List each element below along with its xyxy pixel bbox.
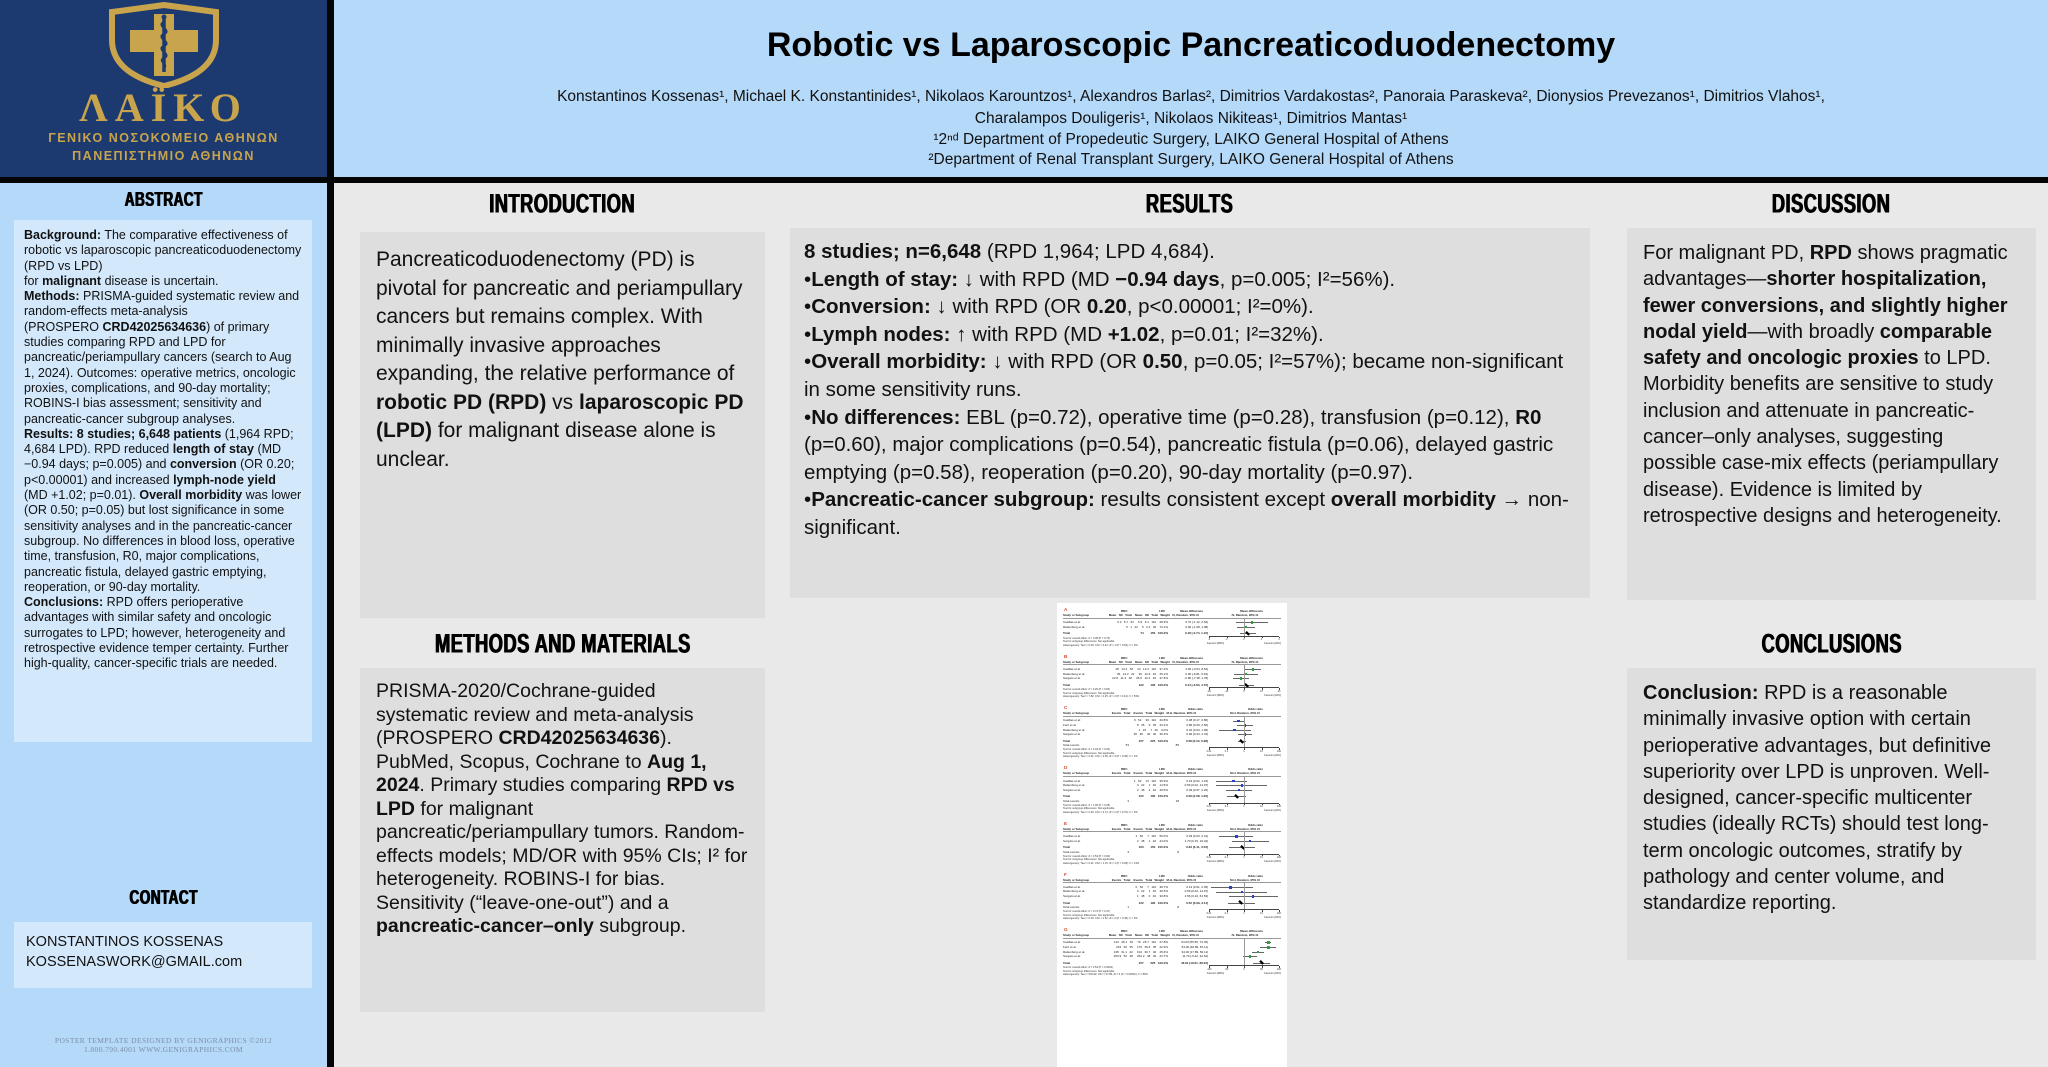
hospital-logo <box>0 0 327 177</box>
introduction-body: Pancreaticoduodenectomy (PD) is pivotal for pancreatic and periampullary cancers but remains complex. With minimally invasive approaches expanding, the relative performance of robotic PD (RPD) vs laparoscopic PD (LPD) for malignant disease alone is unclear. <box>376 248 744 471</box>
forest-row: Total 100 150 100.0% 0.63 [0.11, 3.52] <box>1063 845 1281 850</box>
forest-row: Total 122 190 100.0% 0.52 [0.09, 3.11] <box>1063 901 1281 906</box>
results-box <box>790 228 1590 598</box>
vertical-divider <box>327 0 334 1067</box>
forest-row: Sorgato et al. 22.8 11.3 48 25.6 10.4 40 37.6% -2.80 [-7.38, 1.78] <box>1063 676 1281 681</box>
forest-row: Sorgato et al. 2 48 1 40 44.0% 1.70 [0.15, 19.42] <box>1063 839 1281 844</box>
forest-row: Casillas et al. 1 52 13 110 35.9% 0.19 [0.02, 1.15] <box>1063 779 1281 784</box>
forest-row: Rattenborg et al. 5 1 22 5 2.2 40 74.1% 0.00 [-1.08, 1.08] <box>1063 625 1281 630</box>
forest-row: Total 157 225 100.0% 0.58 [0.34, 0.98] <box>1063 739 1281 744</box>
authors-line-2: Charalampos Douligeris¹, Nikolaos Nikiteas¹, Dimitrios Mantas¹ <box>974 110 1408 127</box>
forest-panel-E: E RRC LRC Odds ratio Odds ratio Study or Subgroup Events Total Events Total Weight M-H, Random, 95% CI M-H, Random, 95% CI Casillas et al. 1 52 7 110 56.0% 0.29 [0.03, 2.41] Sorgato et al. 2 48 1 40 44.0% 1.70 [0.15, 19.42] Total 100 150 100.0% 0.63 [0.11, 3.52] Total events: 3 8 Test for overall effect: Z = 0.53 (P = 0.60) Test for subgroup differences: Not applicable Heterogeneity: Tau² = 0.21; Chi² = 1.15, df = 1 (P = 0.28); I² = 13% 0.01 0.1 1 10 100 Favours [RRC] Favours [LRC] <box>1063 820 1282 865</box>
abstract-body: Background: The comparative effectiveness of robotic vs laparoscopic pancreaticoduodenectomy (RPD vs LPD) for malignant disease is uncertain. Methods: PRISMA-guided systematic review and random-effects meta-analysis (PROSPERO CRD42025634636) of primary studies comparing RPD and LPD for pancreatic/periampullary cancers (search to Aug 1, 2024). Outcomes: operative metrics, oncologic proxies, complications, and 90-day mortality; ROBINS-I bias assessment; sensitivity and pancreatic-cancer subgroup analyses. Results: 8 studies; 6,648 patients (1,964 RPD; 4,684 LPD). RPD reduced length of stay (MD −0.94 days; p=0.005) and conversion (OR 0.20; p<0.00001) and increased lymph-node yield (MD +1.02; p=0.01). Overall morbidity was lower (OR 0.50; p=0.05) but lost significance in some sensitivity analyses and in the pancreatic-cancer subgroup. No differences in blood loss, operative time, transfusion, R0, major complications, pancreatic fistula, delayed gastric emptying, reoperation, or 90-day mortality. Conclusions: RPD offers perioperative advantages with similar safety and oncologic surrogates to LPD; however, heterogeneity and retrospective evidence temper certainty. Further high-quality, cancer-specific trials are needed. <box>24 228 302 671</box>
left-sidebar <box>0 0 327 1067</box>
discussion-box <box>1627 228 2036 600</box>
discussion-body: For malignant PD, RPD shows pragmatic advantages—shorter hospitalization, fewer conversions, and slightly higher nodal yield—with broadly comparable safety and oncologic proxies to LPD. Morbidity benefits are sensitive to study inclusion and attenuate in pancreatic-cancer–only analyses, suggesting possible case-mix effects (periampullary disease). Evidence is limited by retrospective designs and heterogeneity. <box>1643 242 2008 527</box>
forest-panel-C: C RRC LRC Odds ratio Odds ratio Study or Subgroup Events Total Events Total Weight M-H, Random, 95% CI M-H, Random, 95% CI Casillas et al. 9 52 39 110 40.8% 0.38 [0.17, 0.86] Ferri et al. 8 35 9 35 23.1% 0.86 [0.29, 2.56] Rattenborg et al. 1 22 7 40 6.0% 0.22 [0.03, 1.96] Sorgato et al. 35 48 30 40 30.3% 0.90 [0.34, 2.34] Total 157 225 100.0% 0.58 [0.34, 0.98] Total events: 53 85 Test for overall effect: Z = 2.04 (P = 0.04) Test for subgroup differences: Not applicable Heterogeneity: Tau² = 0.01; Chi² = 3.05, df = 3 (P = 0.38); I² = 2% 0.01 0.1 1 10 100 Favours [RRC] Favours [LRC] <box>1063 705 1282 759</box>
results-body: 8 studies; n=6,648 (RPD 1,964; LPD 4,684). •Length of stay: ↓ with RPD (MD −0.94 days, p=0.005; I²=56%). •Conversion: ↓ with RPD (OR 0.20, p<0.00001; I²=0%). •Lymph nodes: ↑ with RPD (MD +1.02, p=0.01; I²=32%). •Overall morbidity: ↓ with RPD (OR 0.50, p=0.05; I²=57%); became non-significant in some sensitivity runs. •No differences: EBL (p=0.72), operative time (p=0.28), transfusion (p=0.12), R0 (p=0.60), major complications (p=0.54), pancreatic fistula (p=0.06), delayed gastric emptying (p=0.58), reoperation (p=0.20), 90-day mortality (p=0.97). •Pancreatic-cancer subgroup: results consistent except overall morbidity → non-significant. <box>804 240 1569 539</box>
forest-row: Casillas et al. 0 52 7 110 38.7% 0.13 [0.01, 2.35] <box>1063 885 1281 890</box>
forest-row: Total 122 190 100.0% 0.29 [0.08, 1.00] <box>1063 794 1281 799</box>
abstract-box <box>14 220 312 742</box>
logo-name: ΛΑΪΚΟ <box>79 85 248 130</box>
shield-emblem-icon <box>104 2 224 88</box>
horizontal-divider <box>0 177 2048 183</box>
abstract-heading: ABSTRACT <box>124 188 203 211</box>
forest-row: Sorgato et al. 1 48 0 40 30.8% 2.56 [0.10, 64.53] <box>1063 894 1281 899</box>
methods-heading: METHODS AND MATERIALS <box>434 627 691 659</box>
forest-panel-B: B RRC LRC Mean difference Mean difference Study or Subgroup Mean SD Total Mean SD Total Weight IV, Random, 95% CI IV, Random, 95% CI Casillas et al. 28 14.4 52 24 13.3 110 37.2% 4.00 [-0.64, 8.64] Rattenborg et al. 36 13.2 22 36 12.9 40 25.1% 0.00 [-6.81, 6.81] Sorgato et al. 22.8 11.3 48 25.6 10.4 40 37.6% -2.80 [-7.38, 1.78] Total 122 190 100.0% 0.44 [-3.84, 4.72] Test for overall effect: Z = 0.20 (P = 0.84) Test for subgroup differences: Not applicable Heterogeneity: Tau² = 7.82; Chi² = 4.25, df = 2 (P = 0.12); I² = 53% -20 -10 0 10 20 Favours [RRC] Favours [LRC] <box>1063 653 1281 699</box>
conclusions-box <box>1627 668 2036 960</box>
forest-row: Rattenborg et al. 0 22 1 40 30.5% 0.59 [0.02, 14.97] <box>1063 889 1281 894</box>
methods-body: PRISMA-2020/Cochrane-guided systematic review and meta-analysis (PROSPERO CRD42025634636). PubMed, Scopus, Cochrane to Aug 1, 2024. Primary studies comparing RPD vs LPD for malignant pancreatic/periampullary tumors. Random-effects models; MD/OR with 95% CIs; I² for heterogeneity. ROBINS-I for bias. Sensitivity (“leave-one-out”) and a pancreatic-cancer–only subgroup. <box>376 680 748 937</box>
forest-row: Casillas et al. 143 25.1 52 79 26.7 110 27.8% 64.00 [55.55, 72.45] <box>1063 940 1281 945</box>
forest-row: Sorgato et al. 35 48 30 40 30.3% 0.90 [0.34, 2.34] <box>1063 732 1281 737</box>
conclusions-heading: CONCLUSIONS <box>1761 627 1902 659</box>
contact-heading: CONTACT <box>129 886 198 909</box>
forest-panel-A: A RRC LRC Mean difference Mean difference Study or Subgroup Mean SD Total Mean SD Total Weight IV, Random, 95% CI IV, Random, 95% CI Casillas et al. 6.2 5.7 52 5.9 6.1 110 28.9% 0.70 [-1.12, 2.52] Rattenborg et al. 5 1 22 5 2.2 40 74.1% 0.00 [-1.08, 1.08] Total 74 150 100.0% 0.18 [-0.74, 1.10] Test for overall effect: Z = 0.38 (P = 0.70) Test for subgroup differences: Not applicable Heterogeneity: Tau² = 0.00; Chi² = 0.42, df = 1 (P = 0.52); I² = 0% -4 -2 0 2 4 Favours [RRC] Favours [LRC] <box>1063 607 1281 647</box>
forest-panel-G: G RRC LRC Mean difference Mean difference Study or Subgroup Mean SD Total Mean SD Total Weight IV, Random, 95% CI IV, Random, 95% CI Casillas et al. 143 25.1 52 79 26.7 110 27.8% 64.00 [55.55, 72.45] Ferri et al. 243 60 35 179 35.6 35 22.9% 64.00 [40.89, 87.11] Rattenborg et al. 138 31.1 22 104 30.7 40 25.6% 34.00 [17.89, 50.11] Sorgato et al. 260.9 52 48 254.2 48 40 23.7% 11.70 [-9.22, 32.62] Total 157 225 100.0% 43.91 [19.61, 68.22] Test for overall effect: Z = 3.54 (P = 0.0004) Test for subgroup differences: Not applicable Heterogeneity: Tau² = 533.92; Chi² = 27.89, df = 3 (P < 0.00001); I² = 89% -100 -50 0 50 100 Favours [RRC] Favours [LRC] <box>1063 927 1282 977</box>
affiliation-1: ¹2ⁿᵈ Department of Propedeutic Surgery, LAIKO General Hospital of Athens <box>933 131 1449 148</box>
contact-email: KOSSENASWORK@GMAIL.com <box>26 954 243 970</box>
forest-row: Casillas et al. 28 14.4 52 24 13.3 110 37.2% 4.00 [-0.64, 8.64] <box>1063 667 1281 672</box>
introduction-box <box>360 232 765 618</box>
forest-row: Sorgato et al. 2 48 4 40 49.6% 0.39 [0.07, 2.26] <box>1063 788 1281 793</box>
forest-row: Sorgato et al. 260.9 52 48 254.2 48 40 23.7% 11.70 [-9.22, 32.62] <box>1063 954 1281 959</box>
template-credit: POSTER TEMPLATE DESIGNED BY GENIGRAPHICS ©2012 1.800.790.4001 WWW.GENIGRAPHICS.COM <box>54 1036 273 1054</box>
forest-row: Rattenborg et al. 0 22 1 40 14.5% 0.59 [0.02, 14.97] <box>1063 783 1281 788</box>
authors-line-1: Konstantinos Kossenas¹, Michael K. Konstantinides¹, Nikolaos Karountzos¹, Alexandros Barlas², Dimitrios Vardakostas², Panoraia Paraskeva², Dionysios Prevezanos¹, Dimitrios Vlahos¹, <box>557 88 1825 105</box>
poster-title: Robotic vs Laparoscopic Pancreaticoduodenectomy <box>766 26 1616 64</box>
introduction-heading: INTRODUCTION <box>489 187 636 219</box>
forest-panel-D: D RRC LRC Odds ratio Odds ratio Study or Subgroup Events Total Events Total Weight M-H, Random, 95% CI M-H, Random, 95% CI Casillas et al. 1 52 13 110 35.9% 0.19 [0.02, 1.15] Rattenborg et al. 0 22 1 40 14.5% 0.59 [0.02, 14.97] Sorgato et al. 2 48 4 40 49.6% 0.39 [0.07, 2.26] Total 122 190 100.0% 0.29 [0.08, 1.00] Total events: 3 18 Test for overall effect: Z = 1.96 (P = 0.05) Test for subgroup differences: Not applicable Heterogeneity: Tau² = 0.00; Chi² = 0.72, df = 2 (P = 0.70); I² = 0% 0.01 0.1 1 10 100 Favours [RRC] Favours [LRC] <box>1063 765 1282 814</box>
contact-box <box>14 922 312 988</box>
forest-row: Total 74 150 100.0% 0.18 [-0.74, 1.10] <box>1063 631 1281 636</box>
forest-row: Rattenborg et al. 36 13.2 22 36 12.9 40 25.1% 0.00 [-6.81, 6.81] <box>1063 672 1281 677</box>
forest-row: Ferri et al. 243 60 35 179 35.6 35 22.9% 64.00 [40.89, 87.11] <box>1063 945 1281 950</box>
forest-row: Total 157 225 100.0% 43.91 [19.61, 68.22] <box>1063 961 1281 966</box>
methods-box <box>360 668 765 1012</box>
conclusions-body: Conclusion: RPD is a reasonable minimally invasive option with certain perioperative advantages, but definitive superiority over LPD is unproven. Well-designed, cancer-specific multicenter studies (ideally RCTs) should test long-term oncologic outcomes, stratify by pathology and center volume, and standardize reporting. <box>1643 682 1992 915</box>
forest-row: Casillas et al. 9 52 39 110 40.8% 0.38 [0.17, 0.86] <box>1063 718 1281 723</box>
forest-row: Casillas et al. 6.2 5.7 52 5.9 6.1 110 28.9% 0.70 [-1.12, 2.52] <box>1063 620 1281 625</box>
forest-panel-F: F RRC LRC Odds ratio Odds ratio Study or Subgroup Events Total Events Total Weight M-H, Random, 95% CI M-H, Random, 95% CI Casillas et al. 0 52 7 110 38.7% 0.13 [0.01, 2.35] Rattenborg et al. 0 22 1 40 30.5% 0.59 [0.02, 14.97] Sorgato et al. 1 48 0 40 30.8% 2.56 [0.10, 64.53] Total 122 190 100.0% 0.52 [0.09, 3.11] Total events: 1 8 Test for overall effect: Z = 0.72 (P = 0.47) Test for subgroup differences: Not applicable Heterogeneity: Tau² = 0.00; Chi² = 1.62, df = 2 (P = 0.45); I² = 0% 0.01 0.1 1 10 100 Favours [RRC] Favours [LRC] <box>1063 871 1282 921</box>
contact-name: KONSTANTINOS KOSSENAS <box>26 934 224 950</box>
logo-subtitle-2: ΠΑΝΕΠΙΣΤΗΜΙΟ ΑΘΗΝΩΝ <box>72 149 255 163</box>
discussion-heading: DISCUSSION <box>1772 187 1891 219</box>
forest-row: Rattenborg et al. 138 31.1 22 104 30.7 40 25.6% 34.00 [17.89, 50.11] <box>1063 950 1281 955</box>
forest-row: Rattenborg et al. 1 22 7 40 6.0% 0.22 [0.03, 1.96] <box>1063 728 1281 733</box>
results-heading: RESULTS <box>1146 187 1234 219</box>
forest-row: Casillas et al. 1 52 7 110 56.0% 0.29 [0.03, 2.41] <box>1063 834 1281 839</box>
affiliation-2: ²Department of Renal Transplant Surgery, LAIKO General Hospital of Athens <box>928 151 1454 168</box>
logo-subtitle-1: ΓΕΝΙΚΟ ΝΟΣΟΚΟΜΕΙΟ ΑΘΗΝΩΝ <box>48 131 279 145</box>
poster-header <box>334 0 2048 177</box>
forest-row: Total 122 190 100.0% 0.44 [-3.84, 4.72] <box>1063 683 1281 688</box>
forest-figure <box>1057 603 1287 1067</box>
forest-row: Ferri et al. 8 35 9 35 23.1% 0.86 [0.29, 2.56] <box>1063 723 1281 728</box>
